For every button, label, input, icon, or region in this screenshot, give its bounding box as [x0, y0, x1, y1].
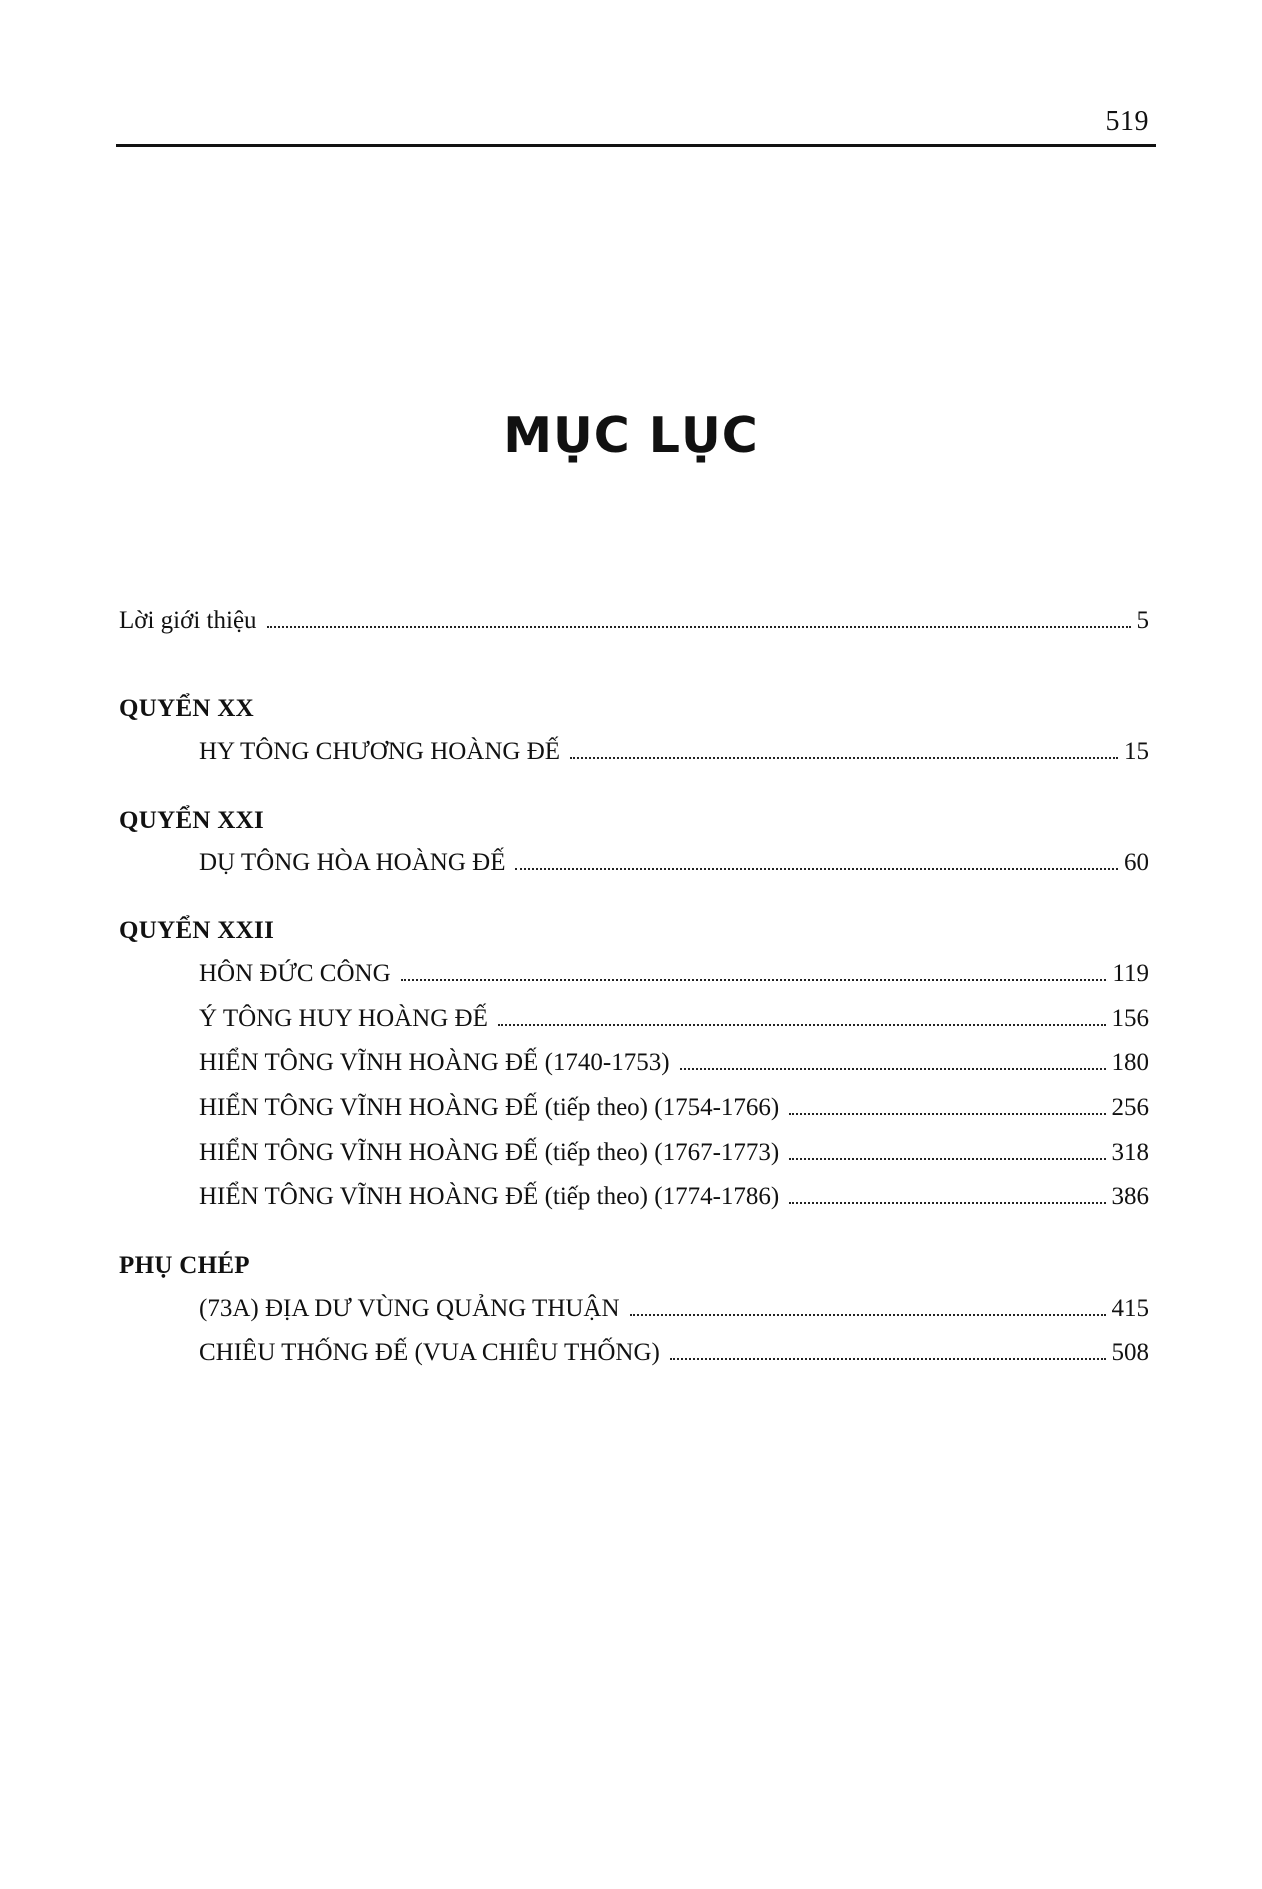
toc-entry-label: HIỂN TÔNG VĨNH HOÀNG ĐẾ (1740-1753)	[199, 1049, 670, 1076]
dot-leader	[680, 1068, 1106, 1070]
section-heading: QUYỂN XX	[119, 695, 255, 722]
toc-entry-page: 386	[1111, 1183, 1149, 1210]
toc-entry-label: HÔN ĐỨC CÔNG	[199, 960, 391, 987]
toc-entry-label: CHIÊU THỐNG ĐẾ (VUA CHIÊU THỐNG)	[199, 1339, 660, 1366]
page-title: MỤC LỤC	[503, 407, 759, 464]
toc-entry-label: Ý TÔNG HUY HOÀNG ĐẾ	[199, 1005, 488, 1032]
toc-entry[interactable]	[199, 957, 1149, 991]
toc-entry-page: 508	[1111, 1339, 1149, 1366]
toc-entry-intro[interactable]	[119, 604, 1149, 638]
toc-entry[interactable]	[199, 846, 1149, 880]
toc-entry-label: HIỂN TÔNG VĨNH HOÀNG ĐẾ (tiếp theo) (1754-1766)	[199, 1094, 780, 1121]
dot-leader	[498, 1024, 1106, 1026]
dot-leader	[789, 1158, 1105, 1160]
dot-leader	[670, 1358, 1106, 1360]
toc-entry[interactable]	[199, 1292, 1149, 1326]
toc-entry-label: HIỂN TÔNG VĨNH HOÀNG ĐẾ (tiếp theo) (1767-1773)	[199, 1139, 780, 1166]
dot-leader	[789, 1202, 1105, 1204]
section-heading: QUYỂN XXI	[119, 807, 265, 834]
toc-entry[interactable]	[199, 1136, 1149, 1170]
toc-entry-label: HIỂN TÔNG VĨNH HOÀNG ĐẾ (tiếp theo) (1774-1786)	[199, 1183, 780, 1210]
toc-entry[interactable]	[199, 1091, 1149, 1125]
toc-entry-page: 256	[1111, 1094, 1149, 1121]
dot-leader	[267, 626, 1131, 628]
toc-entry-page: 180	[1111, 1049, 1149, 1076]
toc-entry-page: 318	[1111, 1139, 1149, 1166]
dot-leader	[630, 1314, 1106, 1316]
toc-entry-page: 15	[1124, 738, 1149, 765]
toc-entry-label: HY TÔNG CHƯƠNG HOÀNG ĐẾ	[199, 738, 561, 765]
section-heading: QUYỂN XXII	[119, 917, 275, 944]
toc-entry[interactable]	[199, 735, 1149, 769]
toc-entry-page: 5	[1136, 607, 1149, 634]
toc-entry-page: 156	[1111, 1005, 1149, 1032]
toc-entry[interactable]	[199, 1002, 1149, 1036]
dot-leader	[515, 868, 1118, 870]
toc-entry-label: Lời giới thiệu	[119, 607, 257, 634]
toc-entry-label: DỤ TÔNG HÒA HOÀNG ĐẾ	[199, 849, 506, 876]
toc-entry[interactable]	[199, 1336, 1149, 1370]
toc-entry[interactable]	[199, 1180, 1149, 1214]
toc-entry-label: (73A) ĐỊA DƯ VÙNG QUẢNG THUẬN	[199, 1295, 620, 1322]
section-heading: PHỤ CHÉP	[119, 1252, 250, 1279]
dot-leader	[789, 1113, 1105, 1115]
dot-leader	[570, 757, 1118, 759]
toc-entry[interactable]	[199, 1046, 1149, 1080]
dot-leader	[401, 979, 1107, 981]
toc-entry-page: 415	[1111, 1295, 1149, 1322]
toc-entry-page: 60	[1124, 849, 1149, 876]
toc-entry-page: 119	[1112, 960, 1149, 987]
page-number: 519	[1105, 106, 1149, 137]
